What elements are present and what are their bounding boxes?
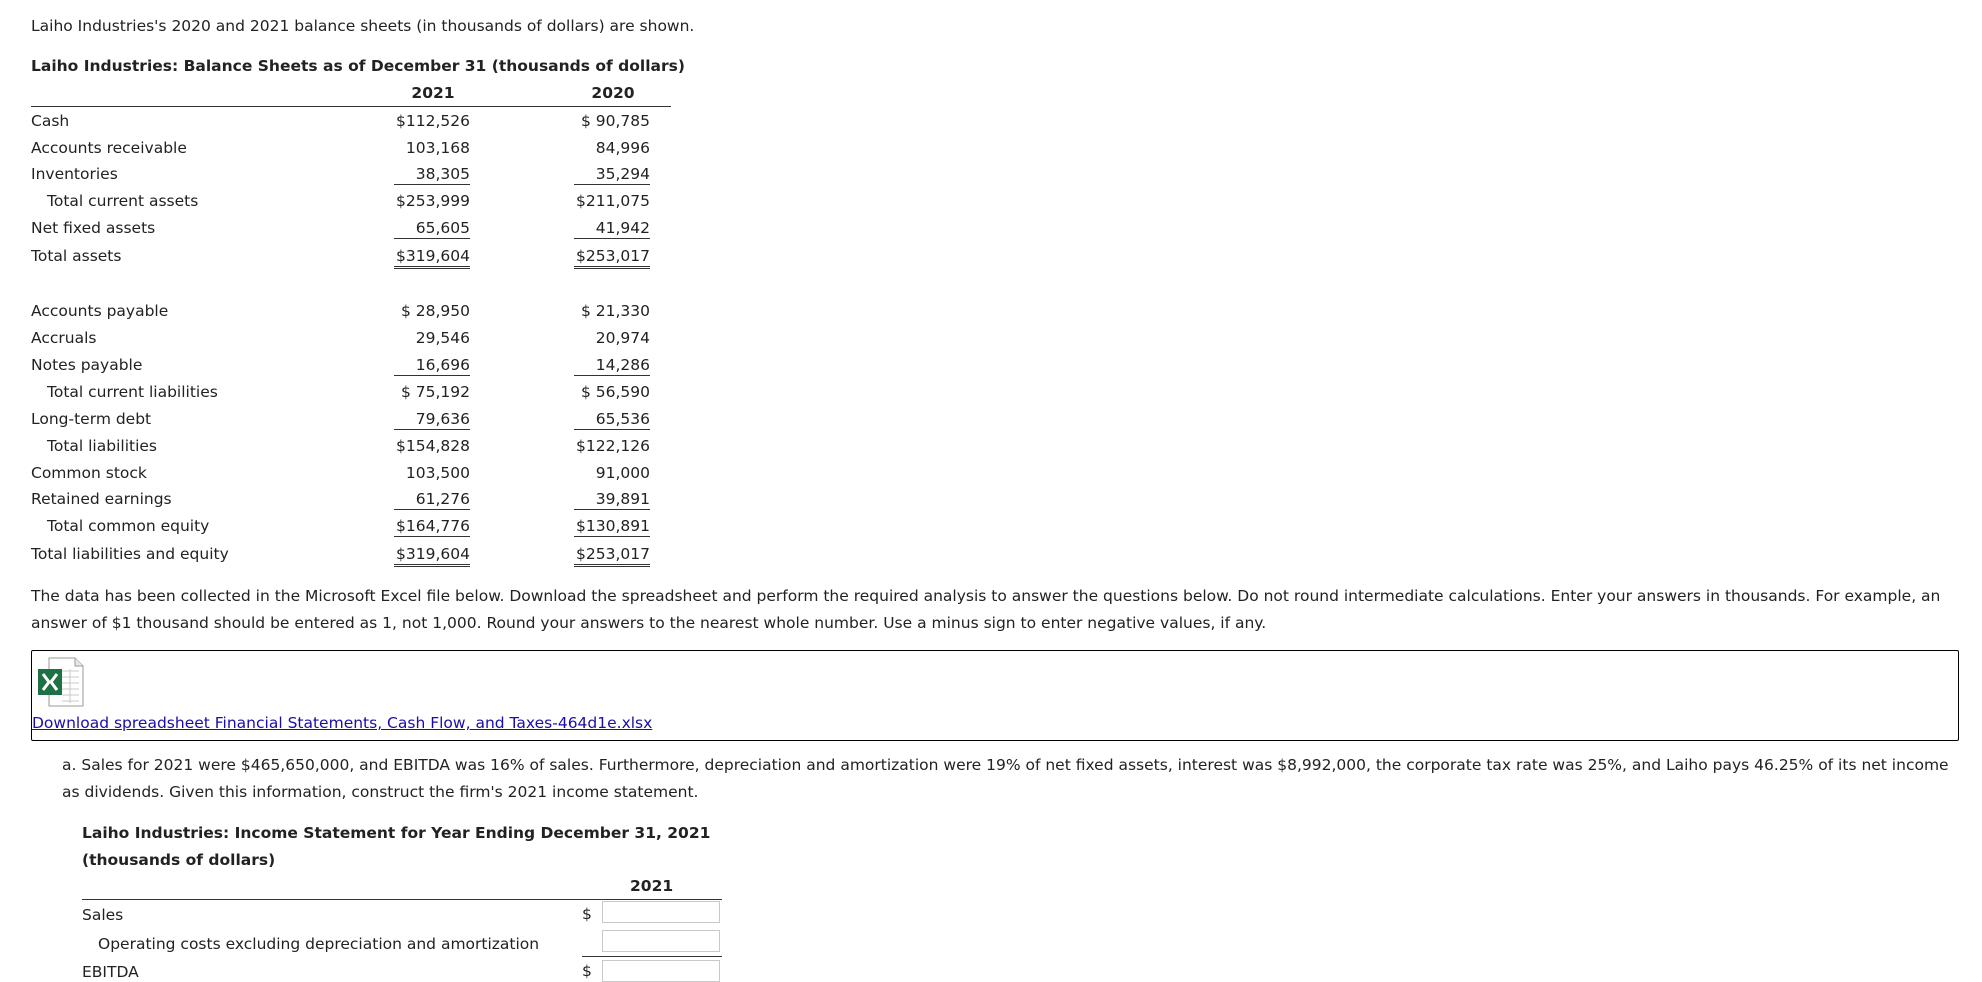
value-accruals-2020: 20,974	[595, 329, 650, 347]
is-header-rule	[82, 899, 722, 900]
row-label-retained-earnings: Retained earnings	[31, 490, 172, 508]
ebitda-input[interactable]	[602, 960, 720, 982]
value-tca-2021: $253,999	[396, 192, 470, 210]
value-ltd-2020: 65,536	[574, 410, 650, 430]
is-dollar-sales: $	[582, 905, 592, 923]
is-label-sales: Sales	[82, 906, 124, 924]
is-col-header-2021: 2021	[630, 877, 674, 895]
value-ltd-2021: 79,636	[394, 410, 470, 430]
is-subtotal-rule	[582, 956, 722, 957]
value-tca-2020: $211,075	[576, 192, 650, 210]
intro-text: Laiho Industries's 2020 and 2021 balance sheets (in thousands of dollars) are shown.	[31, 17, 695, 35]
row-label-accruals: Accruals	[31, 329, 97, 347]
value-re-2021: 61,276	[394, 490, 470, 510]
value-ar-2021: 103,168	[405, 139, 470, 157]
operating-costs-input[interactable]	[602, 930, 720, 952]
value-nfa-2021: 65,605	[394, 219, 470, 239]
question-a-text: a. Sales for 2021 were $465,650,000, and EBITDA was 16% of sales. Furthermore, depreciation and amortization were 19% of net fixed assets, interest was $8,992,000, the corporate tax rate was 25%, and Laiho pays 46.25% of its net income as dividends. Given this information, construct the firm's 2021 income statement.	[62, 756, 1949, 801]
is-dollar-ebitda: $	[582, 962, 592, 980]
value-tce-2020: $130,891	[574, 517, 650, 537]
value-tce-2021: $164,776	[394, 517, 470, 537]
row-label-inventories: Inventories	[31, 165, 118, 183]
value-total-assets-2020: $253,017	[574, 247, 650, 269]
value-cs-2020: 91,000	[595, 464, 650, 482]
value-ap-2020: $ 21,330	[580, 302, 650, 320]
instructions-text: The data has been collected in the Microsoft Excel file below. Download the spreadsheet and perform the required analysis to answer the questions below. Do not round intermediate calculations. Enter your answers in thousands. For example, an answer of $1 thousand should be entered as 1, not 1,000. Round your answers to the nearest whole number. Use a minus sign to enter negative values, if any.	[31, 587, 1941, 632]
row-label-total-current-liabilities: Total current liabilities	[47, 383, 218, 401]
value-inventories-2021: 38,305	[394, 165, 470, 185]
value-tl-2020: $122,126	[576, 437, 650, 455]
is-label-operating-costs: Operating costs excluding depreciation and amortization	[98, 935, 540, 953]
col-header-2021: 2021	[411, 84, 455, 102]
value-np-2021: 16,696	[394, 356, 470, 376]
balance-sheet-title: Laiho Industries: Balance Sheets as of December 31 (thousands of dollars)	[31, 57, 685, 75]
excel-file-icon[interactable]	[37, 657, 85, 707]
value-total-assets-2021: $319,604	[394, 247, 470, 269]
row-label-total-assets: Total assets	[31, 247, 122, 265]
value-accruals-2021: 29,546	[415, 329, 470, 347]
row-label-accounts-payable: Accounts payable	[31, 302, 169, 320]
value-cs-2021: 103,500	[405, 464, 470, 482]
value-tle-2021: $319,604	[394, 545, 470, 567]
value-re-2020: 39,891	[574, 490, 650, 510]
row-label-total-common-equity: Total common equity	[47, 517, 210, 535]
download-spreadsheet-link[interactable]: Download spreadsheet Financial Statements, Cash Flow, and Taxes-464d1e.xlsx	[32, 714, 653, 732]
row-label-total-liabilities-and-equity: Total liabilities and equity	[31, 545, 229, 563]
value-cash-2021: $112,526	[396, 112, 470, 130]
row-label-total-liabilities: Total liabilities	[47, 437, 157, 455]
col-header-2020: 2020	[591, 84, 635, 102]
row-label-accounts-receivable: Accounts receivable	[31, 139, 187, 157]
row-label-total-current-assets: Total current assets	[47, 192, 199, 210]
value-tcl-2020: $ 56,590	[580, 383, 650, 401]
row-label-common-stock: Common stock	[31, 464, 147, 482]
value-np-2020: 14,286	[574, 356, 650, 376]
income-statement-subtitle: (thousands of dollars)	[82, 851, 276, 869]
value-cash-2020: $ 90,785	[580, 112, 650, 130]
is-label-ebitda: EBITDA	[82, 963, 139, 981]
row-label-cash: Cash	[31, 112, 70, 130]
sales-input[interactable]	[602, 901, 720, 923]
value-tle-2020: $253,017	[574, 545, 650, 567]
value-ar-2020: 84,996	[595, 139, 650, 157]
value-inventories-2020: 35,294	[574, 165, 650, 185]
value-tl-2021: $154,828	[396, 437, 470, 455]
row-label-notes-payable: Notes payable	[31, 356, 143, 374]
row-label-net-fixed-assets: Net fixed assets	[31, 219, 156, 237]
income-statement-title: Laiho Industries: Income Statement for Year Ending December 31, 2021	[82, 824, 711, 842]
header-rule	[31, 106, 671, 107]
download-box	[31, 650, 1959, 741]
value-tcl-2021: $ 75,192	[400, 383, 470, 401]
value-ap-2021: $ 28,950	[400, 302, 470, 320]
row-label-long-term-debt: Long-term debt	[31, 410, 152, 428]
value-nfa-2020: 41,942	[574, 219, 650, 239]
